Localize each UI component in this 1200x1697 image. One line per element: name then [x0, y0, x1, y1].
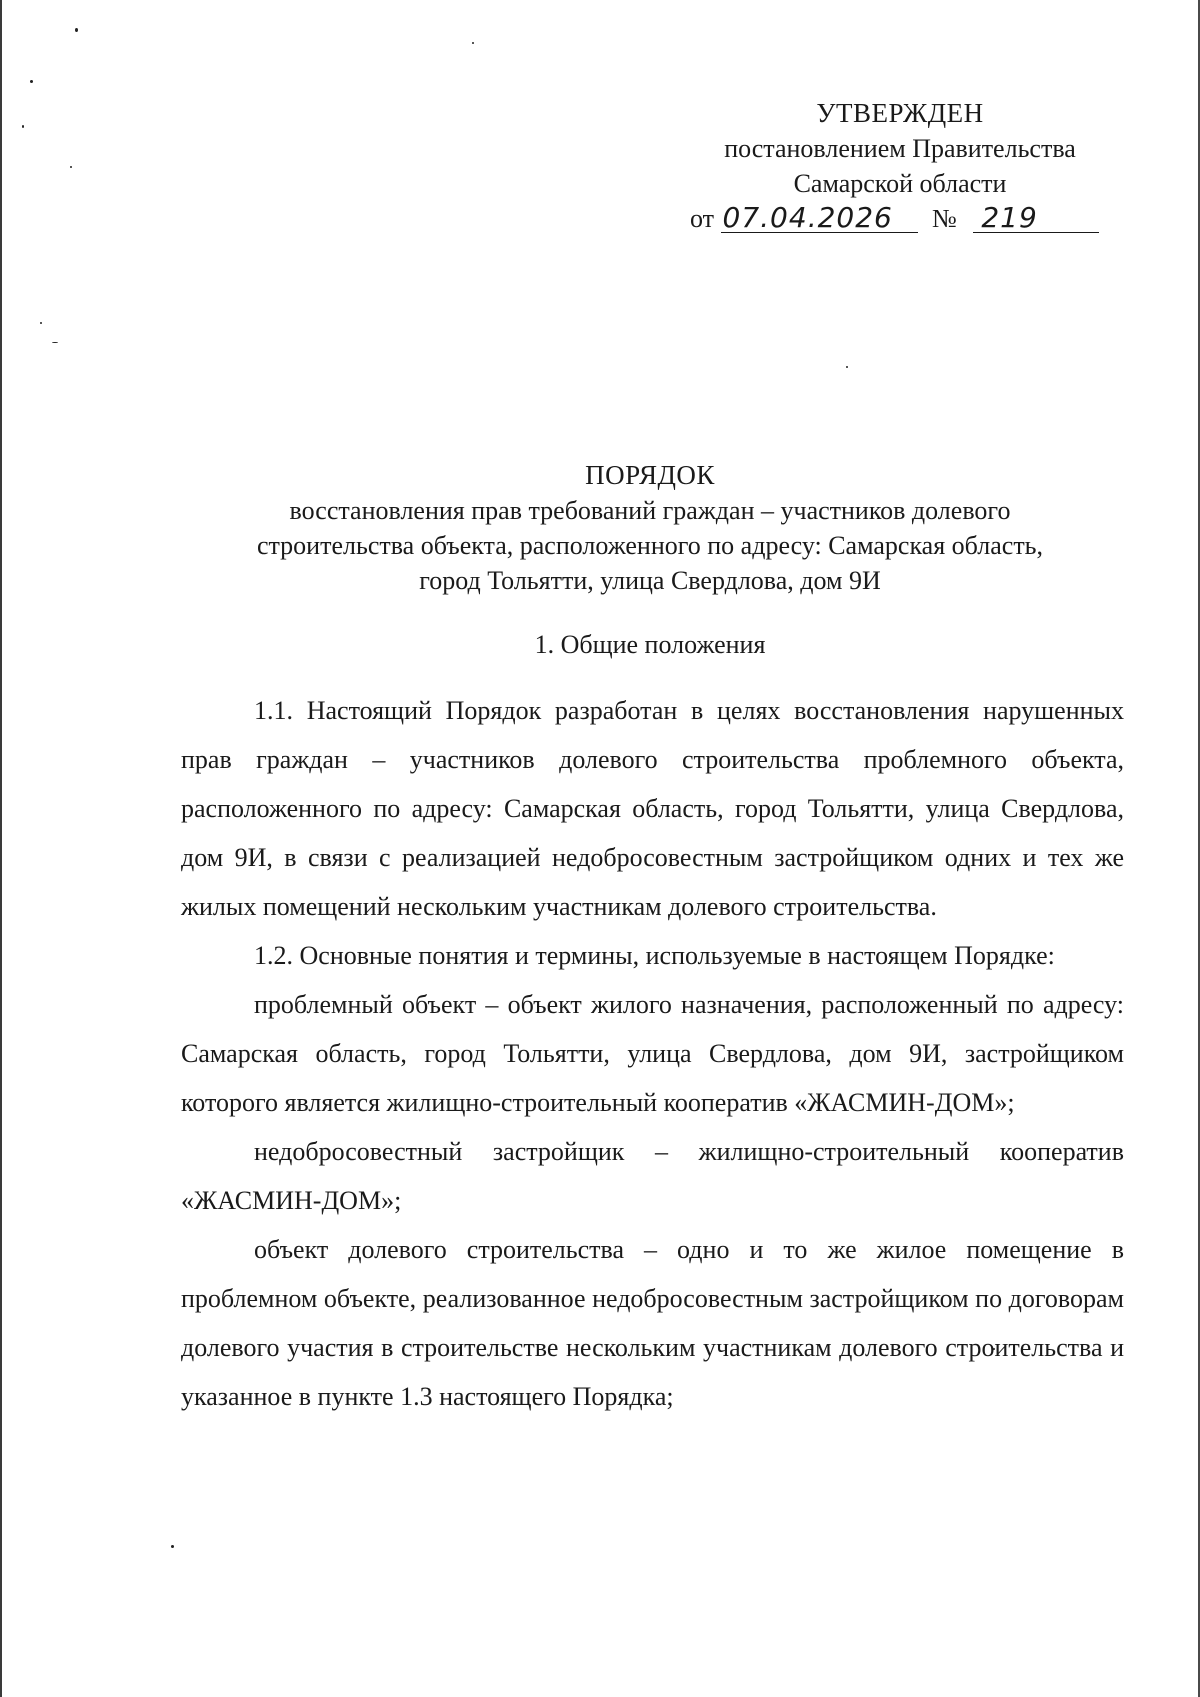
paragraph-definition-problem-object: проблемный объект – объект жилого назначения, расположенный по адресу: Самарская область, город Тольятти, улица Свердлова, дом 9И, застройщиком которого является жилищно-строительный кооператив «ЖАСМИН-ДОМ»;: [181, 990, 1124, 1117]
date-prefix: от: [690, 204, 715, 233]
handwritten-date: 07.04.2026: [721, 204, 918, 233]
section-heading: 1. Общие положения: [534, 630, 766, 659]
scan-speck: [75, 28, 78, 32]
scan-speck: [171, 1545, 174, 1548]
paragraph-1-1: 1.1. Настоящий Порядок разработан в целях восстановления нарушенных прав граждан – участников долевого строительства проблемного объекта, расположенного по адресу: Самарская область, город Тольятти, улица Свердлова, дом 9И, в связи с реализацией недобросовестным застройщиком одних и тех же жилых помещений нескольким участникам долевого строительства.: [181, 696, 1124, 921]
scan-speck: [30, 80, 33, 83]
scan-speck: [22, 125, 24, 128]
approval-date-number-line: [690, 201, 1110, 236]
title-line-2: строительства объекта, расположенного по адресу: Самарская область,: [256, 531, 1044, 560]
paragraph-1-2: 1.2. Основные понятия и термины, используемые в настоящем Порядке:: [254, 941, 1055, 970]
approval-block: [690, 96, 1110, 201]
document-body: [181, 686, 1124, 1421]
approval-line-2: Самарской области: [793, 169, 1007, 198]
document-title: [150, 458, 1150, 598]
approval-heading: УТВЕРЖДЕН: [816, 98, 984, 128]
title-line-3: город Тольятти, улица Свердлова, дом 9И: [419, 566, 881, 595]
handwritten-number: 219: [973, 204, 1099, 233]
scan-speck: [52, 342, 58, 343]
paragraph-definition-shared-construction-object: объект долевого строительства – одно и то же жилое помещение в проблемном объекте, реализованное недобросовестным застройщиком по договорам долевого участия в строительстве нескольким участникам долевого строительства и указанное в пункте 1.3 настоящего Порядка;: [181, 1235, 1124, 1411]
title-line-1: восстановления прав требований граждан – участников долевого: [289, 496, 1011, 525]
paragraph-definition-unfair-developer: недобросовестный застройщик – жилищно-строительный кооператив «ЖАСМИН-ДОМ»;: [181, 1137, 1124, 1215]
scan-speck: [40, 322, 42, 324]
title-heading: ПОРЯДОК: [585, 460, 715, 490]
approval-line-1: постановлением Правительства: [724, 134, 1076, 163]
number-label: №: [932, 204, 957, 233]
scan-speck: [472, 42, 474, 44]
scan-edge-left: [0, 0, 2, 1697]
scan-speck: [70, 166, 72, 168]
scan-speck: [846, 366, 848, 368]
